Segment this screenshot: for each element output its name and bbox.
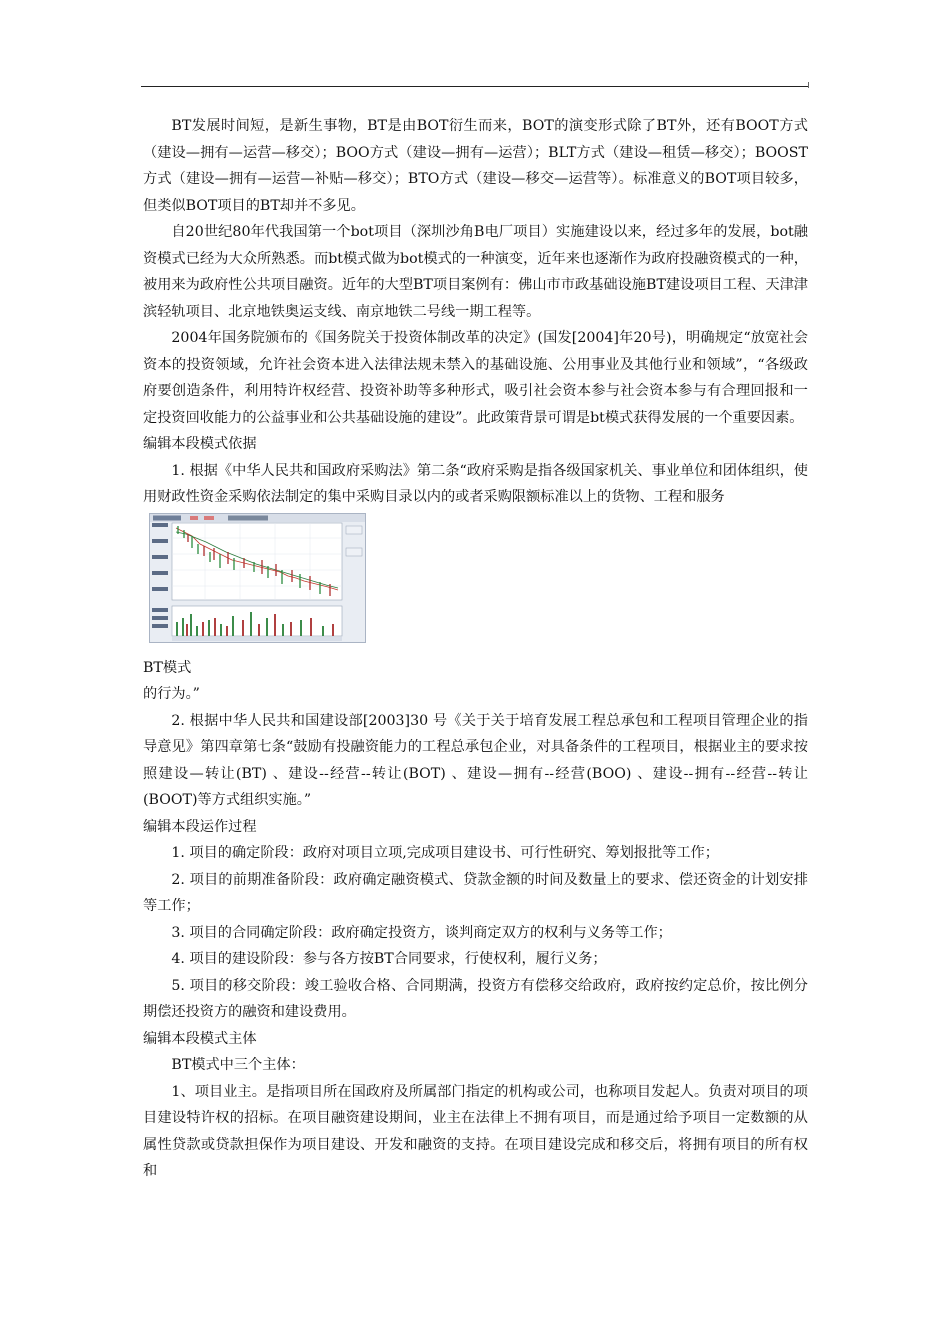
figure-caption: BT模式 [143,659,192,676]
document-body [143,113,808,1185]
process-step-3: 3. 项目的合同确定阶段：政府确定投资方，谈判商定双方的权利与义务等工作； [171,924,672,941]
paragraph-basis-2: 2. 根据中华人民共和国建设部[2003]30 号《关于关于培育发展工程总承包和工程项目管理企业的指导意见》第四章第七条“鼓励有投融资能力的工程总承包企业，对具备条件的工程项目，根据业主的要求按照建设—转让(BT) 、建设--经营--转让(BOT) 、建设—拥有--经营(BOO) 、建设--拥有--经营--转让(BOOT)等方式组织实施。” [143,712,808,808]
paragraph-policy: 2004年国务院颁布的《国务院关于投资体制改革的决定》(国发[2004]年20号)，明确规定“放宽社会资本的投资领域，允许社会资本进入法律法规未禁入的基础设施、公用事业及其他行业和领域”，“各级政府要创造条件，利用特许权经营、投资补助等多种形式，吸引社会资本参与社会资本参与有合理回报和一定投资回收能力的公益事业和公共基础设施的建设”。此政策背景可谓是bt模式获得发展的一个重要因素。 [143,330,808,426]
process-step-4: 4. 项目的建设阶段：参与各方按BT合同要求，行使权利，履行义务； [171,951,607,967]
header-rule-tick [808,82,809,88]
section-heading-subjects: 编辑本段模式主体 [143,1030,257,1047]
paragraph-subjects-intro: BT模式中三个主体： [171,1057,305,1073]
stock-chart-graphic [150,514,365,642]
process-step-1: 1. 项目的确定阶段：政府对项目立项,完成项目建设书、可行性研究、筹划报批等工作； [171,845,719,861]
paragraph-basis-1-end: 的行为。” [143,686,200,702]
header-rule [141,86,809,87]
section-heading-basis: 编辑本段模式依据 [143,436,257,452]
paragraph-basis-1: 1. 根据《中华人民共和国政府采购法》第二条“政府采购是指各级国家机关、事业单位和团体组织，使用财政性资金采购依法制定的集中采购目录以内的或者采购限额标准以上的货物、工程和服务 [143,462,808,505]
process-step-5: 5. 项目的移交阶段：竣工验收合格、合同期满，投资方有偿移交给政府，政府按约定总价，按比例分期偿还投资方的融资和建设费用。 [143,977,808,1020]
paragraph-bot-history: 自20世纪80年代我国第一个bot项目（深圳沙角B电厂项目）实施建设以来，经过多年的发展，bot融资模式已经为大众所熟悉。而bt模式做为bot模式的一种演变，近年来也逐渐作为政府投融资模式的一种，被用来为政府性公共项目融资。近年的大型BT项目案例有：佛山市市政基础设施BT建设项目工程、天津津滨轻轨项目、北京地铁奥运支线、南京地铁二号线一期工程等。 [143,224,808,320]
process-step-2: 2. 项目的前期准备阶段：政府确定融资模式、贷款金额的时间及数量上的要求、偿还资金的计划安排等工作； [143,871,808,914]
section-heading-process: 编辑本段运作过程 [143,818,257,835]
paragraph-subject-owner: 1、项目业主。是指项目所在国政府及所属部门指定的机构或公司，也称项目发起人。负责对项目的项目建设特许权的招标。在项目融资建设期间，业主在法律上不拥有项目，而是通过给予项目一定数额的从属性贷款或贷款担保作为项目建设、开发和融资的支持。在项目建设完成和移交后，将拥有项目的所有权和 [143,1083,808,1179]
paragraph-bt-origin: BT发展时间短，是新生事物，BT是由BOT衍生而来，BOT的演变形式除了BT外，还有BOOT方式（建设—拥有—运营—移交）；BOO方式（建设—拥有—运营）；BLT方式（建设—租赁—移交）；BOOST方式（建设—拥有—运营—补贴—移交）；BTO方式（建设—移交—运营等）。标准意义的BOT项目较多，但类似BOT项目的BT却并不多见。 [143,118,808,214]
stock-chart-image [149,513,366,643]
